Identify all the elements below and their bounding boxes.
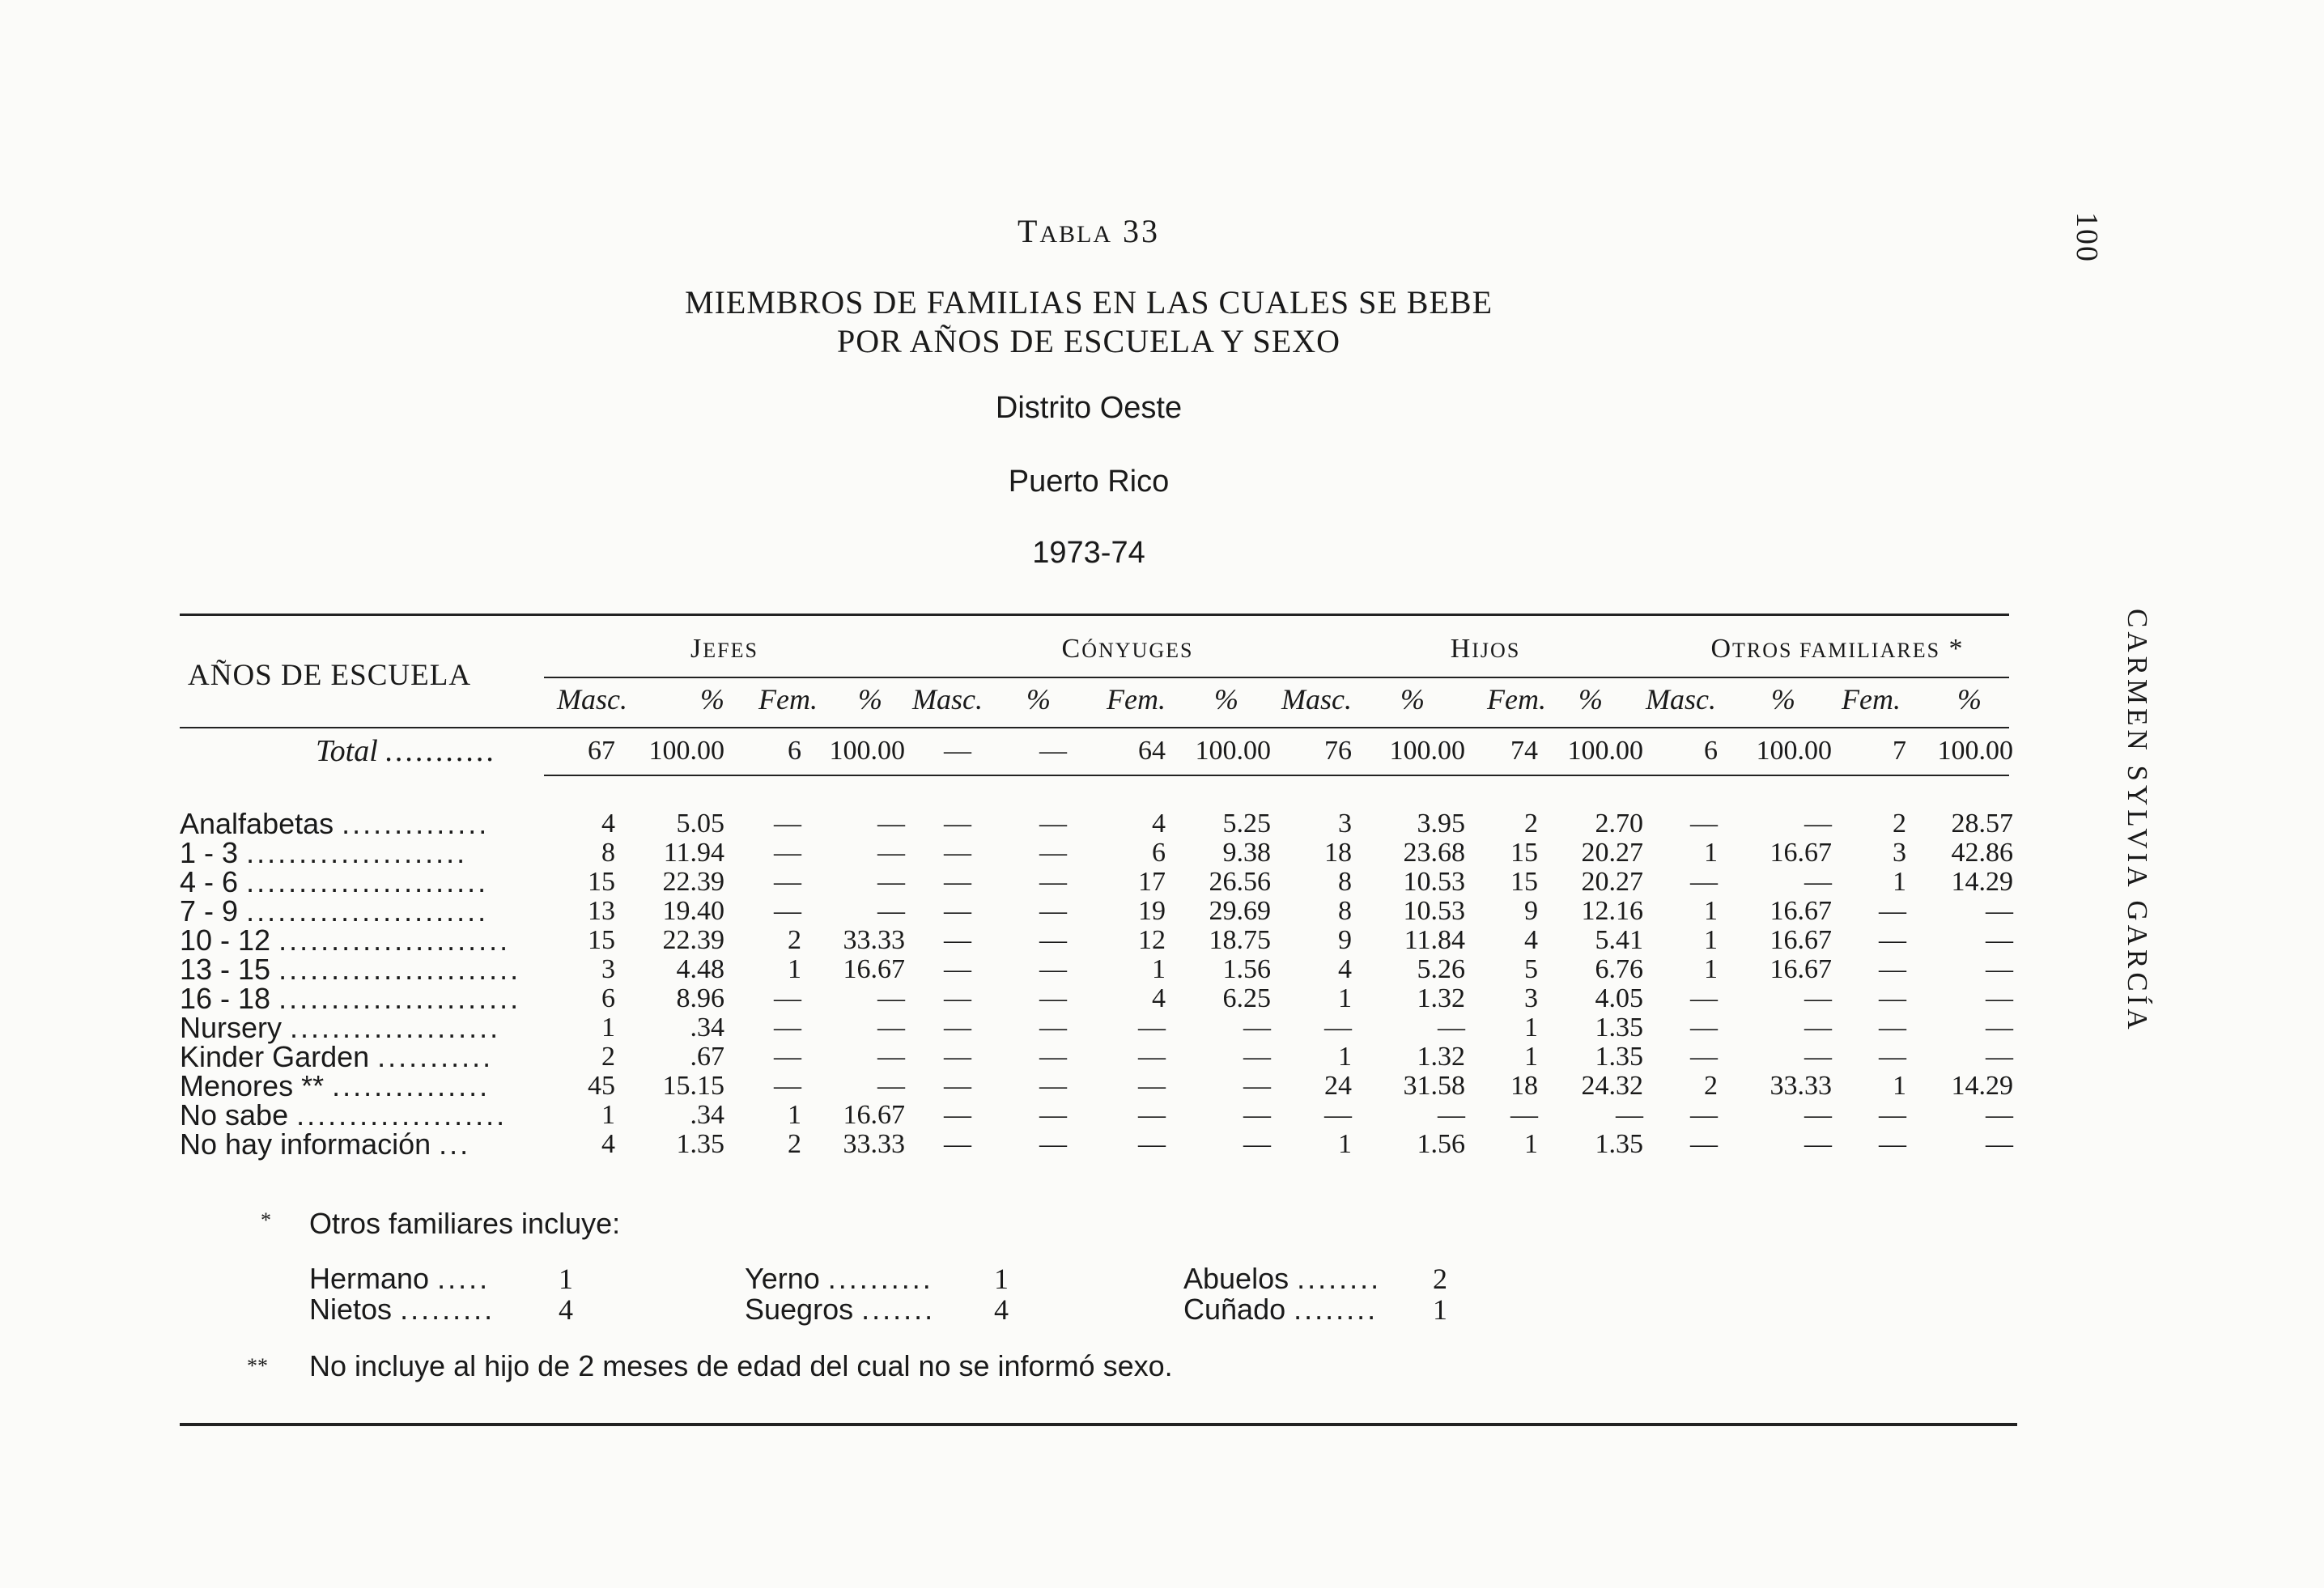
table-cell: 76: [1324, 736, 1352, 766]
table-cell: —: [1986, 925, 2013, 955]
table-cell: —: [944, 1013, 971, 1042]
table-cell: 6.25: [1222, 983, 1271, 1013]
table-cell: 15: [588, 925, 615, 955]
table-cell: —: [1039, 809, 1067, 839]
table-cell: 1: [1338, 1042, 1352, 1072]
group-hijos: [1295, 634, 1676, 664]
table-cell: —: [1690, 1129, 1718, 1159]
row-label: No sabe ....................: [180, 1098, 508, 1132]
table-cell: 1: [601, 1100, 615, 1130]
table-cell: 17: [1138, 867, 1166, 897]
table-cell: —: [1138, 1042, 1166, 1072]
table-cell: —: [1039, 1042, 1067, 1072]
table-cell: —: [1690, 809, 1718, 839]
table-cell: 42.86: [1951, 838, 2013, 868]
year: 1973-74: [1032, 536, 1145, 570]
table-cell: 1: [1704, 925, 1718, 955]
table-cell: —: [944, 1071, 971, 1101]
table-cell: —: [1243, 1013, 1271, 1042]
table-cell: 16.67: [1770, 896, 1832, 926]
table-cell: 1: [1704, 896, 1718, 926]
table-cell: 10.53: [1403, 867, 1465, 897]
table-cell: 3: [1893, 838, 1906, 868]
table-cell: —: [877, 867, 905, 897]
table-cell: —: [1690, 1100, 1718, 1130]
table-cell: 23.68: [1403, 838, 1465, 868]
place: Puerto Rico: [1008, 465, 1170, 499]
table-number: 33: [1123, 213, 1161, 249]
table-label-rest: ABLA: [1039, 221, 1113, 248]
table-cell: —: [1986, 896, 2013, 926]
table-cell: 6: [788, 736, 801, 766]
table-cell: —: [1879, 1100, 1906, 1130]
table-cell: —: [1986, 983, 2013, 1013]
table-cell: 5.41: [1595, 925, 1643, 955]
table-cell: 100.00: [1195, 736, 1271, 766]
table-cell: —: [1243, 1100, 1271, 1130]
table-title-line2: POR AÑOS DE ESCUELA Y SEXO: [837, 323, 1340, 359]
district: Distrito Oeste: [995, 391, 1183, 425]
table-cell: —: [774, 838, 801, 868]
table-cell: —: [877, 1013, 905, 1042]
table-cell: 1: [1704, 954, 1718, 984]
table-cell: —: [1690, 1013, 1718, 1042]
table-cell: —: [1138, 1071, 1166, 1101]
group-rule: [544, 677, 2009, 678]
table-cell: —: [1438, 1100, 1465, 1130]
table-cell: —: [1039, 954, 1067, 984]
table-cell: 100.00: [829, 736, 905, 766]
table-cell: .67: [690, 1042, 724, 1072]
table-cell: 6: [1704, 736, 1718, 766]
table-cell: 1: [601, 1013, 615, 1042]
table-cell: 19: [1138, 896, 1166, 926]
table-cell: 1: [1893, 867, 1906, 897]
column-subheader: %: [1771, 683, 1795, 715]
table-cell: —: [1324, 1013, 1352, 1042]
table-cell: 11.94: [663, 838, 724, 868]
table-cell: —: [1039, 736, 1067, 766]
table-cell: —: [1039, 1100, 1067, 1130]
table-cell: 33.33: [1770, 1071, 1832, 1101]
column-subheader: Fem.: [758, 683, 818, 715]
table-cell: —: [1804, 809, 1832, 839]
table-cell: —: [1986, 954, 2013, 984]
table-cell: 11.84: [1404, 925, 1465, 955]
note-item-label: Hermano .....: [309, 1262, 491, 1295]
table-cell: 3: [1524, 983, 1538, 1013]
column-subheader: Masc.: [1281, 683, 1352, 715]
table-cell: —: [1690, 983, 1718, 1013]
table-cell: —: [1879, 1042, 1906, 1072]
table-cell: —: [774, 1071, 801, 1101]
table-cell: —: [1039, 867, 1067, 897]
table-cell: 1: [1338, 1129, 1352, 1159]
table-cell: 16.67: [1770, 954, 1832, 984]
table-cell: —: [877, 809, 905, 839]
table-cell: —: [1039, 896, 1067, 926]
table-cell: 100.00: [1756, 736, 1832, 766]
table-cell: 15: [1510, 838, 1538, 868]
table-cell: 2: [601, 1042, 615, 1072]
table-cell: —: [1804, 1100, 1832, 1130]
table-cell: 9: [1338, 925, 1352, 955]
table-cell: —: [774, 867, 801, 897]
table-cell: —: [774, 983, 801, 1013]
table-cell: 12.16: [1581, 896, 1643, 926]
header-bottom-rule: [180, 727, 2009, 728]
table-cell: 5.26: [1417, 954, 1465, 984]
table-cell: 10.53: [1403, 896, 1465, 926]
table-cell: 26.56: [1209, 867, 1271, 897]
table-cell: 2: [1893, 809, 1906, 839]
table-cell: —: [1243, 1129, 1271, 1159]
table-cell: 1.35: [676, 1129, 724, 1159]
table-cell: 1.32: [1417, 983, 1465, 1013]
group-otros: [1659, 634, 2016, 664]
table-cell: 16.67: [1770, 838, 1832, 868]
row-label: 1 - 3 .....................: [180, 836, 468, 869]
table-cell: —: [1039, 1129, 1067, 1159]
table-cell: 6.76: [1595, 954, 1643, 984]
table-cell: —: [1690, 867, 1718, 897]
table-cell: 24: [1324, 1071, 1352, 1101]
table-cell: —: [1243, 1042, 1271, 1072]
table-cell: —: [877, 983, 905, 1013]
table-cell: 29.69: [1209, 896, 1271, 926]
table-cell: 1: [1893, 1071, 1906, 1101]
table-cell: 45: [588, 1071, 615, 1101]
table-cell: —: [944, 1129, 971, 1159]
table-cell: —: [1039, 1071, 1067, 1101]
table-cell: 14.29: [1951, 867, 2013, 897]
note-item-value: 1: [559, 1263, 573, 1295]
table-cell: 28.57: [1951, 809, 2013, 839]
group-initial: H: [1450, 634, 1472, 664]
table-cell: 1: [1152, 954, 1166, 984]
table-cell: 7: [1893, 736, 1906, 766]
table-cell: —: [1804, 983, 1832, 1013]
row-label: Kinder Garden ...........: [180, 1040, 494, 1073]
table-cell: —: [1879, 925, 1906, 955]
table-cell: —: [944, 838, 971, 868]
row-label: No hay información ...: [180, 1127, 471, 1161]
table-cell: 9.38: [1222, 838, 1271, 868]
group-rest: TROS FAMILIARES: [1732, 639, 1941, 662]
table-cell: 2: [788, 1129, 801, 1159]
table-title: [0, 283, 2177, 361]
table-cell: —: [1879, 983, 1906, 1013]
note-item-value: 2: [1433, 1263, 1447, 1295]
table-cell: —: [1039, 1013, 1067, 1042]
column-subheader: %: [700, 683, 724, 715]
table-cell: —: [1324, 1100, 1352, 1130]
table-cell: 67: [588, 736, 615, 766]
footnote-intro: Otros familiares incluye:: [309, 1207, 621, 1240]
total-row-label: Total ...........: [316, 734, 497, 768]
table-top-rule: [180, 614, 2009, 616]
table-cell: —: [774, 1013, 801, 1042]
page-number: 100: [2070, 212, 2104, 263]
table-cell: —: [1438, 1013, 1465, 1042]
table-cell: 12: [1138, 925, 1166, 955]
column-subheader: %: [858, 683, 882, 715]
table-cell: 1.35: [1595, 1042, 1643, 1072]
table-cell: —: [944, 867, 971, 897]
table-cell: —: [1804, 867, 1832, 897]
table-cell: 1.35: [1595, 1129, 1643, 1159]
table-cell: —: [1879, 1013, 1906, 1042]
total-rule: [544, 775, 2009, 776]
row-label: Menores ** ...............: [180, 1069, 491, 1102]
table-cell: —: [877, 1071, 905, 1101]
table-cell: —: [1804, 1042, 1832, 1072]
table-cell: 4: [1152, 809, 1166, 839]
table-cell: 8.96: [676, 983, 724, 1013]
table-cell: 74: [1510, 736, 1538, 766]
column-subheader: Masc.: [1646, 683, 1716, 715]
table-cell: —: [774, 809, 801, 839]
table-cell: 4: [1152, 983, 1166, 1013]
table-cell: 1: [1524, 1042, 1538, 1072]
table-cell: —: [1039, 925, 1067, 955]
table-cell: 18: [1510, 1071, 1538, 1101]
table-cell: 4: [601, 809, 615, 839]
table-cell: 1: [1524, 1013, 1538, 1042]
group-conyuges: [913, 634, 1342, 664]
table-cell: —: [944, 736, 971, 766]
table-cell: 4: [1524, 925, 1538, 955]
table-cell: 100.00: [648, 736, 724, 766]
row-label: 7 - 9 .......................: [180, 894, 489, 928]
row-label: 13 - 15 .......................: [180, 953, 521, 986]
table-cell: 2: [1524, 809, 1538, 839]
table-cell: —: [1804, 1129, 1832, 1159]
table-cell: 20.27: [1581, 838, 1643, 868]
note-item-value: 1: [994, 1263, 1009, 1295]
table-cell: 8: [1338, 896, 1352, 926]
table-cell: 16.67: [1770, 925, 1832, 955]
table-cell: 14.29: [1951, 1071, 2013, 1101]
table-cell: 5.25: [1222, 809, 1271, 839]
table-cell: 18: [1324, 838, 1352, 868]
table-cell: 1.32: [1417, 1042, 1465, 1072]
table-cell: 4.48: [676, 954, 724, 984]
note-item-label: Cuñado ........: [1183, 1293, 1379, 1326]
group-rest: ÓNYUGES: [1081, 639, 1194, 662]
table-cell: 1.56: [1417, 1129, 1465, 1159]
table-cell: 16.67: [843, 954, 905, 984]
table-cell: 2.70: [1595, 809, 1643, 839]
note-item-label: Abuelos ........: [1183, 1262, 1382, 1295]
table-cell: 5: [1524, 954, 1538, 984]
table-cell: 1: [1704, 838, 1718, 868]
table-cell: 64: [1138, 736, 1166, 766]
table-cell: 1.56: [1222, 954, 1271, 984]
table-cell: —: [944, 809, 971, 839]
table-cell: 15.15: [662, 1071, 724, 1101]
note-item-value: 4: [994, 1293, 1009, 1326]
footnote-2: No incluye al hijo de 2 meses de edad del cual no se informó sexo.: [309, 1349, 1173, 1382]
table-cell: —: [877, 1042, 905, 1072]
table-cell: 15: [588, 867, 615, 897]
table-cell: 13: [588, 896, 615, 926]
table-cell: —: [1879, 954, 1906, 984]
table-title-line1: MIEMBROS DE FAMILIAS EN LAS CUALES SE BEBE: [685, 284, 1493, 321]
table-cell: —: [944, 896, 971, 926]
group-rest: IJOS: [1472, 639, 1521, 662]
table-cell: 3: [1338, 809, 1352, 839]
table-cell: 100.00: [1389, 736, 1465, 766]
table-cell: —: [1039, 983, 1067, 1013]
row-label: Analfabetas ..............: [180, 807, 490, 840]
table-cell: —: [774, 1042, 801, 1072]
table-cell: 1: [788, 1100, 801, 1130]
group-suffix: *: [1940, 634, 1965, 664]
table-cell: —: [1879, 896, 1906, 926]
table-cell: —: [944, 1100, 971, 1130]
table-cell: —: [1804, 1013, 1832, 1042]
column-subheader: Fem.: [1107, 683, 1166, 715]
table-label: [0, 212, 2177, 250]
footnote-marker-1: *: [261, 1208, 271, 1232]
running-head: CARMEN SYLVIA GARCÍA: [2122, 609, 2153, 1034]
table-cell: —: [877, 896, 905, 926]
table-cell: 8: [1338, 867, 1352, 897]
table-cell: 18.75: [1209, 925, 1271, 955]
table-cell: 16.67: [843, 1100, 905, 1130]
table-cell: 4.05: [1595, 983, 1643, 1013]
page-bottom-rule: [180, 1423, 2017, 1426]
row-label: 16 - 18 .......................: [180, 982, 521, 1015]
table-cell: 4: [601, 1129, 615, 1159]
table-cell: 20.27: [1581, 867, 1643, 897]
table-cell: 22.39: [662, 925, 724, 955]
row-label: 10 - 12 ......................: [180, 924, 511, 957]
table-cell: 8: [601, 838, 615, 868]
table-cell: 100.00: [1937, 736, 2013, 766]
table-cell: —: [944, 954, 971, 984]
table-cell: 33.33: [843, 1129, 905, 1159]
table-cell: —: [944, 983, 971, 1013]
stub-header: AÑOS DE ESCUELA: [188, 659, 472, 692]
footnote-marker-2: **: [247, 1354, 268, 1378]
table-cell: 31.58: [1403, 1071, 1465, 1101]
note-item-value: 1: [1433, 1293, 1447, 1326]
table-cell: —: [1986, 1042, 2013, 1072]
table-cell: 24.32: [1581, 1071, 1643, 1101]
table-cell: —: [1039, 838, 1067, 868]
table-cell: 6: [1152, 838, 1166, 868]
column-subheader: Masc.: [912, 683, 983, 715]
table-cell: 3.95: [1417, 809, 1465, 839]
column-subheader: Masc.: [557, 683, 627, 715]
note-item-label: Yerno ..........: [745, 1262, 933, 1295]
table-cell: —: [1986, 1013, 2013, 1042]
table-cell: —: [1243, 1071, 1271, 1101]
table-cell: 2: [1704, 1071, 1718, 1101]
table-cell: 15: [1510, 867, 1538, 897]
table-cell: 22.39: [662, 867, 724, 897]
table-cell: 100.00: [1567, 736, 1643, 766]
table-cell: 1: [788, 954, 801, 984]
table-cell: 3: [601, 954, 615, 984]
group-initial: C: [1061, 634, 1082, 664]
group-jefes: [550, 634, 899, 664]
note-item-value: 4: [559, 1293, 573, 1326]
group-rest: EFES: [703, 639, 758, 662]
column-subheader: %: [1026, 683, 1051, 715]
table-cell: 1: [1524, 1129, 1538, 1159]
table-cell: —: [1690, 1042, 1718, 1072]
table-cell: —: [1510, 1100, 1538, 1130]
table-cell: 5.05: [676, 809, 724, 839]
table-cell: 1.35: [1595, 1013, 1643, 1042]
row-label: 4 - 6 .......................: [180, 865, 489, 898]
table-label-initial: T: [1017, 213, 1040, 249]
table-cell: —: [877, 838, 905, 868]
table-cell: —: [1138, 1129, 1166, 1159]
table-cell: 9: [1524, 896, 1538, 926]
column-subheader: Fem.: [1842, 683, 1901, 715]
column-subheader: %: [1214, 683, 1238, 715]
table-cell: 33.33: [843, 925, 905, 955]
column-subheader: %: [1400, 683, 1425, 715]
table-cell: —: [1616, 1100, 1643, 1130]
table-cell: 2: [788, 925, 801, 955]
table-cell: —: [774, 896, 801, 926]
column-subheader: %: [1578, 683, 1603, 715]
group-initial: O: [1710, 634, 1732, 664]
table-cell: —: [944, 1042, 971, 1072]
table-cell: —: [944, 925, 971, 955]
note-item-label: Nietos .........: [309, 1293, 495, 1326]
table-cell: 1: [1338, 983, 1352, 1013]
table-cell: 19.40: [662, 896, 724, 926]
table-cell: —: [1138, 1013, 1166, 1042]
table-cell: —: [1986, 1129, 2013, 1159]
table-cell: —: [1879, 1129, 1906, 1159]
column-subheader: %: [1957, 683, 1982, 715]
row-label: Nursery ....................: [180, 1011, 501, 1044]
table-cell: —: [1986, 1100, 2013, 1130]
table-cell: .34: [690, 1013, 724, 1042]
note-item-label: Suegros .......: [745, 1293, 936, 1326]
table-cell: 4: [1338, 954, 1352, 984]
table-cell: —: [1138, 1100, 1166, 1130]
table-cell: 6: [601, 983, 615, 1013]
group-initial: J: [690, 634, 703, 664]
column-subheader: Fem.: [1487, 683, 1546, 715]
table-cell: .34: [690, 1100, 724, 1130]
